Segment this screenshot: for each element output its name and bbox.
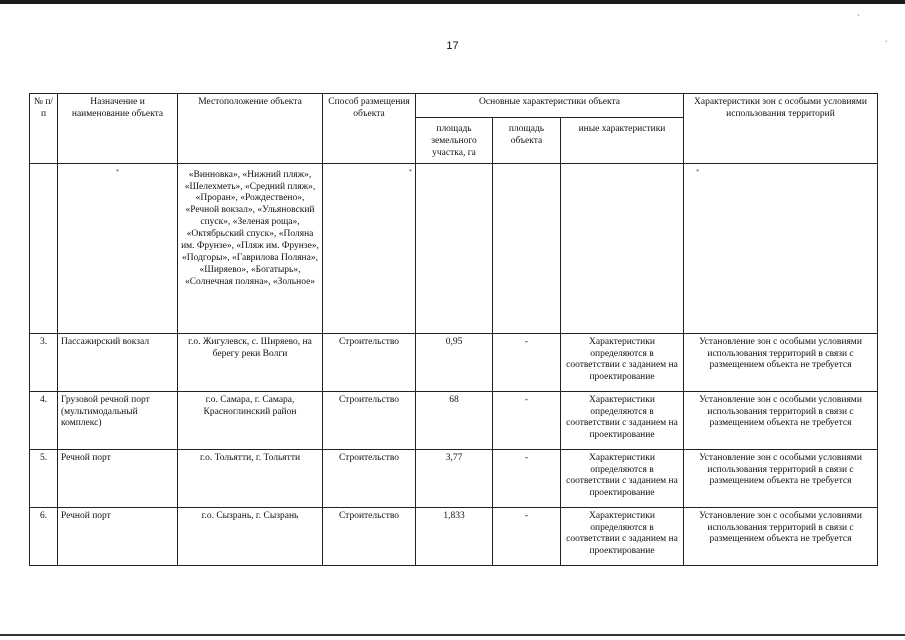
cell-location: г.о. Жигулевск, с. Ширяево, на берегу реки Волги [178, 333, 323, 391]
cell-object-area: - [493, 333, 561, 391]
objects-table [29, 93, 878, 566]
cell-zones: Установление зон с особыми условиями использования территорий в связи с размещением объекта не требуется [684, 391, 878, 449]
mark: * [115, 167, 120, 176]
table-row [30, 391, 878, 449]
cell-object-area [493, 163, 561, 333]
cell-land-area: 68 [416, 391, 493, 449]
header-other: иные характеристики [561, 118, 684, 164]
header-method: Способ размещения объекта [323, 94, 416, 164]
cell-location: г.о. Сызрань, г. Сызрань [178, 507, 323, 565]
scan-mark: ` [857, 14, 861, 23]
cell-location: г.о. Самара, г. Самара, Красноглинский район [178, 391, 323, 449]
cell-other: Характеристики определяются в соответствии с заданием на проектирование [561, 507, 684, 565]
scan-mark: ´ [884, 40, 888, 49]
mark: * [696, 167, 700, 176]
cell-land-area: 3,77 [416, 449, 493, 507]
cell-num: 4. [30, 391, 58, 449]
cell-name [58, 163, 178, 333]
header-num: № п/п [30, 94, 58, 164]
header-row [30, 94, 878, 118]
header-object-area: площадь объекта [493, 118, 561, 164]
header-land-area: площадь земельного участка, га [416, 118, 493, 164]
cell-other [561, 163, 684, 333]
table-row [30, 163, 878, 333]
header-name: Назначение и наименование объекта [58, 94, 178, 164]
cell-land-area [416, 163, 493, 333]
cell-land-area: 1,833 [416, 507, 493, 565]
cell-name: Пассажирский вокзал [58, 333, 178, 391]
cell-zones: Установление зон с особыми условиями использования территорий в связи с размещением объекта не требуется [684, 507, 878, 565]
table-row [30, 449, 878, 507]
table-row [30, 333, 878, 391]
cell-num: 6. [30, 507, 58, 565]
cell-method: Строительство [323, 391, 416, 449]
cell-num: 3. [30, 333, 58, 391]
cell-object-area: - [493, 449, 561, 507]
page-number: 17 [446, 40, 459, 52]
cell-land-area: 0,95 [416, 333, 493, 391]
cell-other: Характеристики определяются в соответствии с заданием на проектирование [561, 391, 684, 449]
cell-zones [684, 163, 878, 333]
cell-method: Строительство [323, 449, 416, 507]
cell-location: «Винновка», «Нижний пляж», «Шелехметь», «Средний пляж», «Проран», «Рождествено», «Речной вокзал», «Ульяновский спуск», «Зеленая роща», «Октябрьский спуск», «Поляна им. Фрунзе», «Пляж им. Фрунзе», «Подгоры», «Гаврилова Поляна», «Ширяево», «Богатырь», «Солнечная поляна», «Зольное» [178, 163, 323, 333]
mark: * [408, 167, 412, 176]
cell-name: Речной порт [58, 507, 178, 565]
cell-method: Строительство [323, 333, 416, 391]
cell-zones: Установление зон с особыми условиями использования территорий в связи с размещением объекта не требуется [684, 449, 878, 507]
cell-zones: Установление зон с особыми условиями использования территорий в связи с размещением объекта не требуется [684, 333, 878, 391]
table-row [30, 507, 878, 565]
cell-object-area: - [493, 391, 561, 449]
bottom-rule [0, 634, 905, 636]
top-rule [0, 0, 905, 4]
cell-num [30, 163, 58, 333]
cell-other: Характеристики определяются в соответствии с заданием на проектирование [561, 449, 684, 507]
cell-location: г.о. Тольятти, г. Тольятти [178, 449, 323, 507]
header-location: Местоположение объекта [178, 94, 323, 164]
cell-method: Строительство [323, 507, 416, 565]
cell-name: Грузовой речной порт (мультимодальный комплекс) [58, 391, 178, 449]
header-zones: Характеристики зон с особыми условиями использования территорий [684, 94, 878, 164]
cell-method [323, 163, 416, 333]
header-main-characteristics: Основные характеристики объекта [416, 94, 684, 118]
cell-object-area: - [493, 507, 561, 565]
cell-other: Характеристики определяются в соответствии с заданием на проектирование [561, 333, 684, 391]
cell-num: 5. [30, 449, 58, 507]
cell-name: Речной порт [58, 449, 178, 507]
